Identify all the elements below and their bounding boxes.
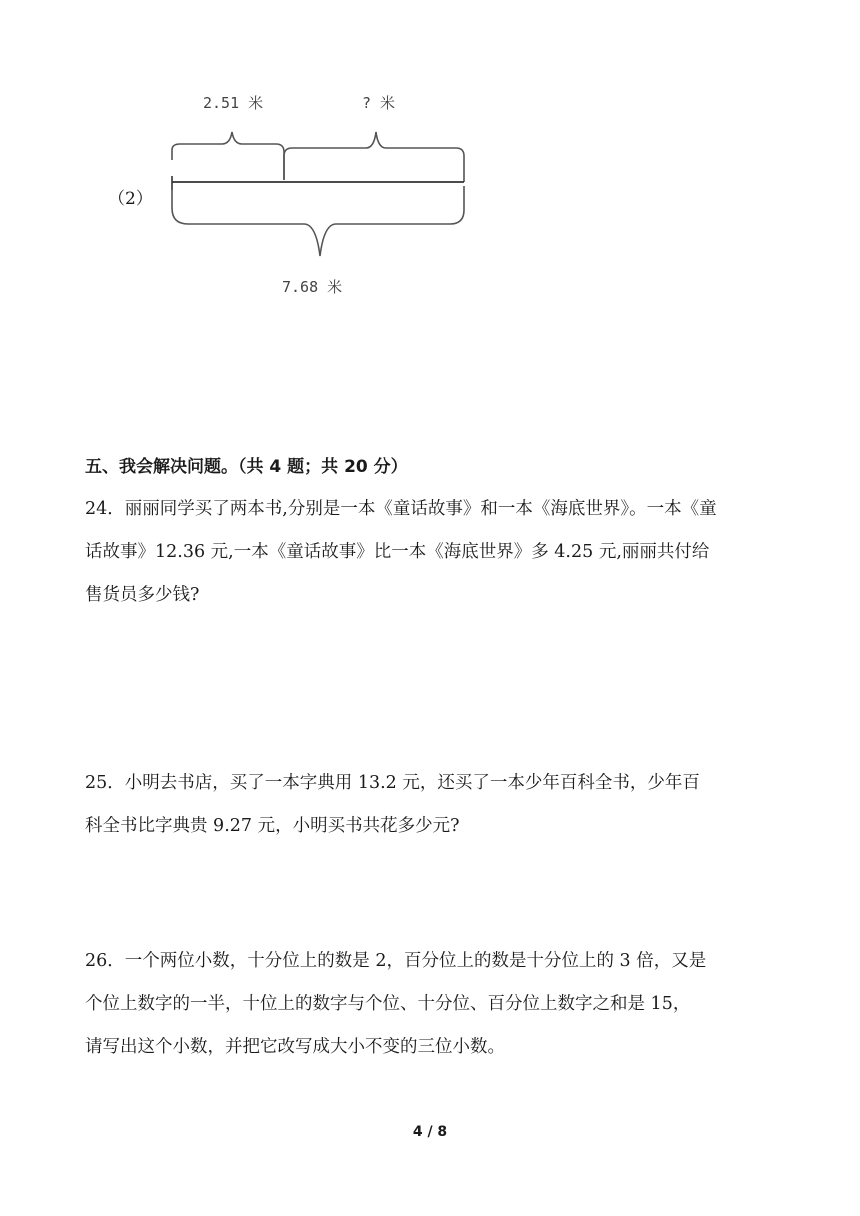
problem-line: 个位上数字的一半，十位上的数字与个位、十分位、百分位上数字之和是 15， bbox=[85, 994, 691, 1014]
problem-line: 科全书比字典贵 9.27 元，小明买书共花多少元? bbox=[85, 816, 460, 836]
problem-line: 24．丽丽同学买了两本书,分别是一本《童话故事》和一本《海底世界》。一本《童 bbox=[85, 499, 717, 519]
problem-26 bbox=[85, 940, 785, 1069]
part2-label: ? 米 bbox=[362, 94, 396, 112]
problem-24 bbox=[85, 488, 785, 617]
problem-line: 25．小明去书店，买了一本字典用 13.2 元，还买了一本少年百科全书，少年百 bbox=[85, 773, 700, 793]
brace-total bbox=[172, 186, 464, 256]
problem-line: 26．一个两位小数，十分位上的数是 2，百分位上的数是十分位上的 3 倍，又是 bbox=[85, 951, 707, 971]
problem-line: 售货员多少钱? bbox=[85, 585, 200, 605]
line-segment-diagram bbox=[0, 0, 860, 320]
problem-line: 话故事》12.36 元,一本《童话故事》比一本《海底世界》多 4.25 元,丽丽共付给 bbox=[85, 542, 710, 562]
brace-part2 bbox=[284, 132, 464, 182]
question-number-label: （2） bbox=[108, 189, 153, 209]
problem-line: 请写出这个小数，并把它改写成大小不变的三位小数。 bbox=[85, 1037, 505, 1057]
section-title: 五、我会解决问题。（共 4 题；共 20 分） bbox=[85, 457, 408, 477]
brace-part1 bbox=[172, 132, 284, 180]
part1-label: 2.51 米 bbox=[203, 94, 264, 112]
problem-25 bbox=[85, 762, 785, 848]
page-number: 4 / 8 bbox=[412, 1124, 448, 1140]
total-label: 7.68 米 bbox=[282, 278, 343, 296]
diagram-svg bbox=[0, 0, 860, 320]
